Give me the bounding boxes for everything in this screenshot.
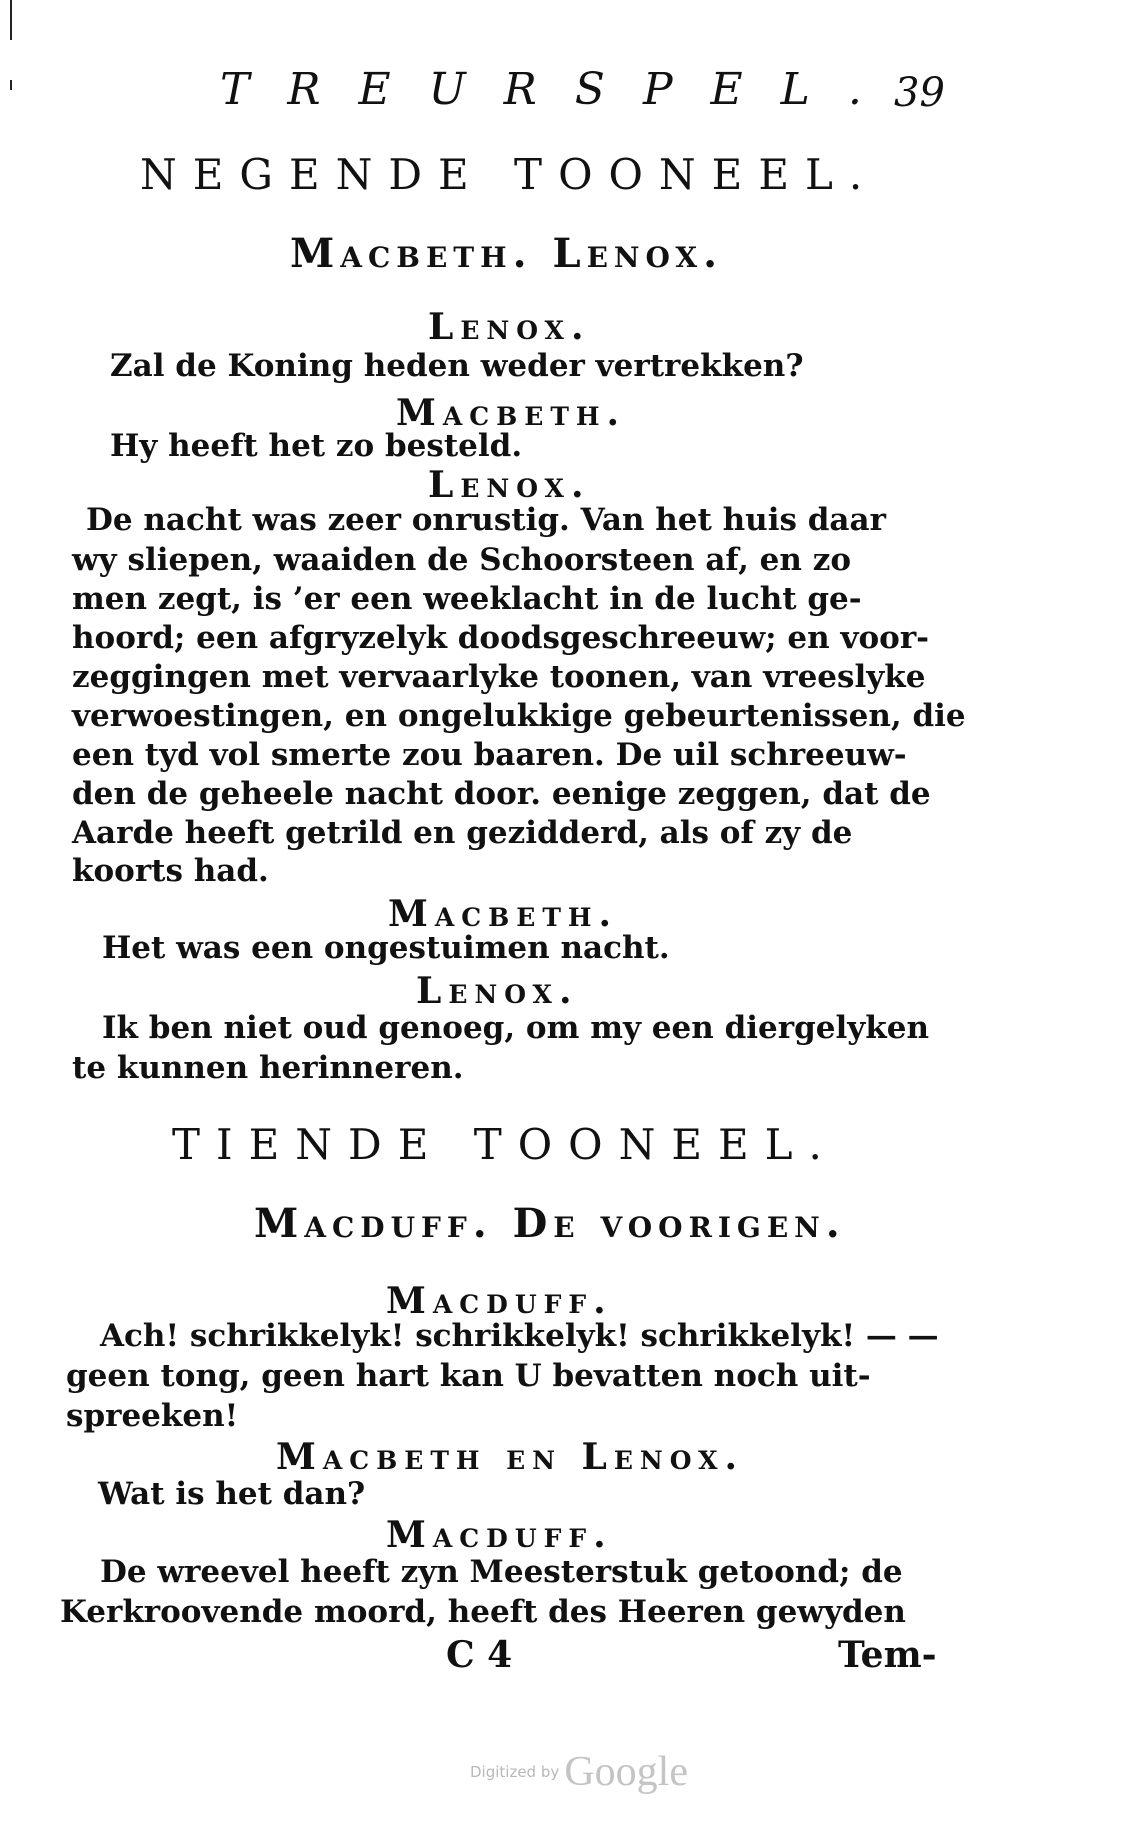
speaker-label: Macduff.: [386, 1280, 613, 1322]
speaker-label: Lenox.: [428, 464, 591, 506]
speaker-label: Macduff.: [386, 1514, 613, 1556]
text-line: wy sliepen, waaiden de Schoorsteen af, en zo: [72, 542, 851, 578]
text-line: Hy heeft het zo besteld.: [110, 428, 523, 464]
scene-heading: TIENDE TOONEEL.: [172, 1120, 838, 1169]
text-line: Het was een ongestuimen nacht.: [102, 930, 670, 966]
text-line: Aarde heeft getrild en gezidderd, als of zy de: [72, 815, 853, 851]
text-line: Ik ben niet oud genoeg, om my een diergelyken: [102, 1010, 930, 1046]
scene-characters: Macduff. De voorigen.: [254, 1200, 846, 1247]
catchword: Tem-: [838, 1634, 937, 1676]
page-edge-mark: [10, 0, 12, 40]
speaker-label: Macbeth.: [396, 392, 627, 434]
scene-heading: NEGENDE TOONEEL.: [140, 150, 879, 199]
google-logo: Google: [564, 1749, 688, 1795]
text-line: men zegt, is ’er een weeklacht in de lucht ge-: [72, 581, 862, 617]
text-line: De wreevel heeft zyn Meesterstuk getoond; de: [100, 1554, 903, 1590]
text-line: hoord; een afgryzelyk doodsgeschreeuw; en voor-: [72, 620, 930, 656]
speaker-label: Lenox.: [428, 306, 591, 348]
digitized-watermark: [470, 1748, 688, 1796]
text-line: Kerkroovende moord, heeft des Heeren gewyden: [60, 1594, 906, 1630]
text-line: Zal de Koning heden weder vertrekken?: [110, 348, 804, 384]
speaker-label: Macbeth en Lenox.: [276, 1436, 745, 1478]
page-edge-mark: [10, 80, 12, 90]
page-number: 39: [894, 70, 945, 116]
text-line: De nacht was zeer onrustig. Van het huis daar: [86, 502, 886, 538]
text-line: verwoestingen, en ongelukkige gebeurtenissen, die: [72, 698, 966, 734]
running-title: TREURSPEL.: [220, 64, 900, 115]
text-line: den de geheele nacht door. eenige zeggen, dat de: [72, 776, 931, 812]
signature-mark: C 4: [446, 1634, 513, 1676]
watermark-prefix: Digitized by: [470, 1763, 560, 1781]
text-line: spreeken!: [66, 1398, 239, 1434]
speaker-label: Lenox.: [416, 970, 579, 1012]
text-line: te kunnen herinneren.: [72, 1050, 464, 1086]
text-line: Wat is het dan?: [98, 1476, 366, 1512]
scene-characters: Macbeth. Lenox.: [290, 230, 724, 277]
text-line: Ach! schrikkelyk! schrikkelyk! schrikkelyk! — —: [100, 1318, 939, 1354]
text-line: geen tong, geen hart kan U bevatten noch uit-: [66, 1358, 871, 1394]
speaker-label: Macbeth.: [388, 893, 619, 935]
text-line: zeggingen met vervaarlyke toonen, van vreeslyke: [72, 659, 926, 695]
text-line: koorts had.: [72, 853, 269, 889]
text-line: een tyd vol smerte zou baaren. De uil schreeuw-: [72, 737, 907, 773]
